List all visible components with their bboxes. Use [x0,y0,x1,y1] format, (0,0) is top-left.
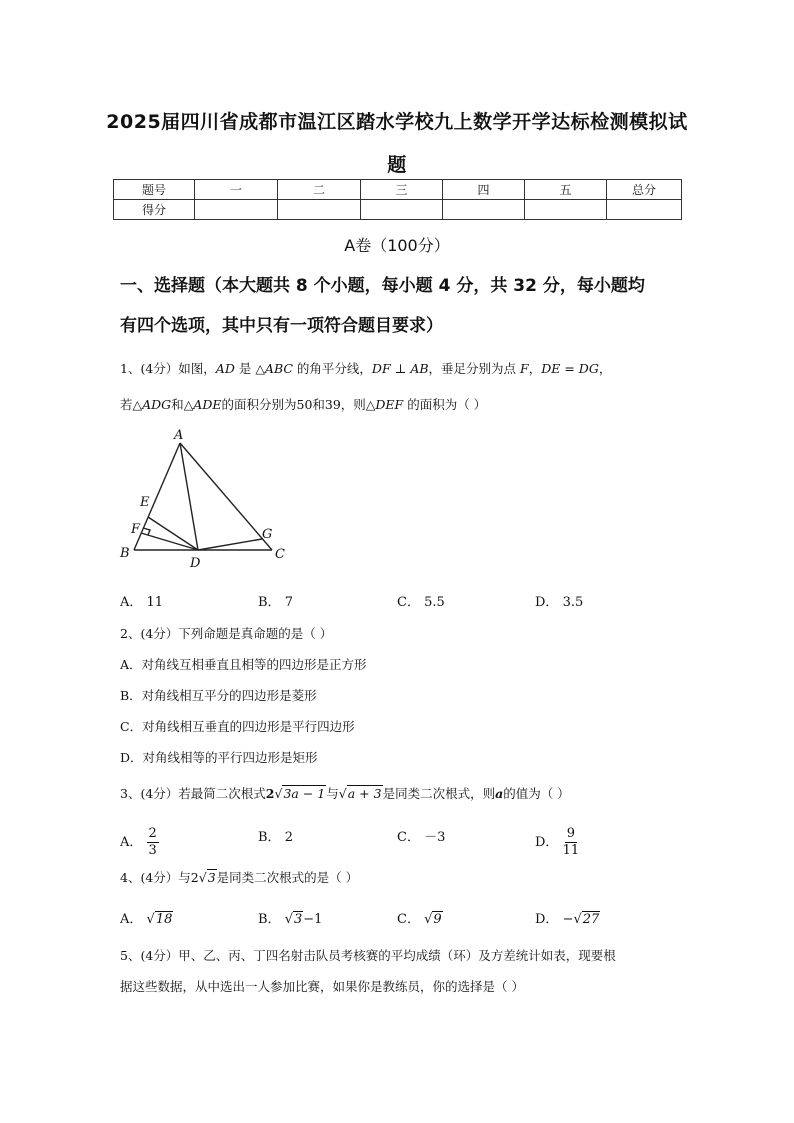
q1-text: 是 [234,361,256,376]
q1-math: DF ⊥ AB [371,361,429,376]
q3-text: 3、(4分）若最简二次根式 [120,786,266,801]
score-table-score-row [114,200,682,220]
option-a[interactable]: A．对角线互相垂直且相等的四边形是正方形 [120,657,367,672]
q1-text: 的角平分线， [292,361,372,376]
page-title-cont: 题 [387,154,407,176]
q1-text: 若 [120,397,133,412]
q3-math: 2 [265,786,275,801]
score-cell[interactable] [525,200,607,220]
section-heading-line1: 一、选择题（本大题共 8 个小题，每小题 4 分，共 32 分，每小题均 [120,276,645,296]
option-b[interactable]: B． √3−1 [258,912,323,927]
option-d[interactable]: D．对角线相等的平行四边形是矩形 [120,750,318,765]
q3-text: 的值为（ ） [503,786,570,801]
label-a: A [174,428,184,443]
label-b: B [120,546,130,561]
label-e: E [140,495,150,510]
score-cell[interactable] [443,200,525,220]
option-d[interactable]: D． −√27 [535,912,600,927]
q3-math: a [495,786,504,801]
sqrt-expression: √3a − 1 [274,786,326,801]
option-c[interactable]: C． －3 [397,830,446,845]
q1-text: 和 [171,397,184,412]
q1-text: ，垂足分别为点 [428,361,521,376]
question-3-stem [120,784,685,804]
option-b[interactable]: B．对角线相互平分的四边形是菱形 [120,688,317,703]
header-cell: 五 [525,180,607,200]
segment-dg [198,539,262,550]
triangle-figure [112,425,302,575]
option-d[interactable]: D． 3.5 [535,595,584,610]
segment-de [148,517,198,550]
q1-text: 的面积为（ ） [403,397,487,412]
option-a[interactable]: A． √18 [120,912,173,927]
score-cell[interactable] [195,200,278,220]
question-2-stem: 2、(4分）下列命题是真命题的是（ ） [120,626,333,641]
option-b[interactable]: B． 7 [258,595,293,610]
score-cell[interactable] [361,200,443,220]
header-cell: 一 [195,180,278,200]
q1-text: ， [528,361,542,376]
option-c[interactable]: C．对角线相互垂直的四边形是平行四边形 [120,719,355,734]
segment-ad [180,443,198,550]
question-5-stem-line2: 据这些数据，从中选出一人参加比赛，如果你是教练员，你的选择是（ ） [120,979,524,994]
section-heading [120,266,685,346]
header-cell: 总分 [607,180,682,200]
q3-text: 与 [326,786,339,801]
question-1-stem [120,359,685,379]
section-heading-line2: 有四个选项，其中只有一项符合题目要求） [120,316,443,336]
label-d: D [190,556,201,571]
question-3-options [120,818,680,858]
q1-math: △DEF [365,397,404,412]
score-cell[interactable] [278,200,361,220]
page-title: 2025届四川省成都市温江区踏水学校九上数学开学达标检测模拟试 [106,111,688,133]
label-f: F [131,522,141,537]
row-label: 得分 [114,200,195,220]
header-cell: 四 [443,180,525,200]
sqrt-expression: √a + 3 [338,786,382,801]
option-c[interactable]: C． √9 [397,912,442,927]
option-c[interactable]: C． 5.5 [397,595,445,610]
label-g: G [262,527,273,542]
label-c: C [275,547,285,562]
q1-math: △ADG [132,397,172,412]
option-d[interactable]: D． $\frac{9}{11}$ [535,826,580,858]
score-table-header-row [114,180,682,200]
q1-math: AD [215,361,235,376]
score-cell[interactable] [607,200,682,220]
header-cell: 三 [361,180,443,200]
question-4-stem [120,868,685,888]
header-cell: 题号 [114,180,195,200]
question-5-stem: 5、(4分）甲、乙、丙、丁四名射击队员考核赛的平均成绩（环）及方差统计如表，现要根 [120,948,616,963]
question-1-stem-line2 [120,395,685,415]
q1-math: △ADE [183,397,222,412]
q3-text: 是同类二次根式，则 [382,786,496,801]
q1-text: 的面积分别为50和39，则 [221,397,366,412]
q1-math: F [520,361,529,376]
sqrt-expression: √3 [198,870,216,885]
q1-text: ， [598,361,612,376]
q1-math: △ABC [255,361,293,376]
q1-text: 1、(4分）如图， [120,361,216,376]
option-a[interactable]: A． 11 [120,595,164,610]
q1-math: DE = DG [541,361,599,376]
q4-text: 是同类二次根式的是（ ） [216,870,359,885]
score-table [113,179,682,220]
q4-math: 2 [190,870,199,885]
option-a[interactable]: A． $\frac{2}{3}$ [120,826,157,858]
segment-df [141,533,198,550]
option-b[interactable]: B． 2 [258,830,293,845]
header-cell: 二 [278,180,361,200]
side-ac [180,443,272,550]
paper-section-a: A卷（100分） [344,236,450,255]
q4-text: 4、(4分）与 [120,870,191,885]
